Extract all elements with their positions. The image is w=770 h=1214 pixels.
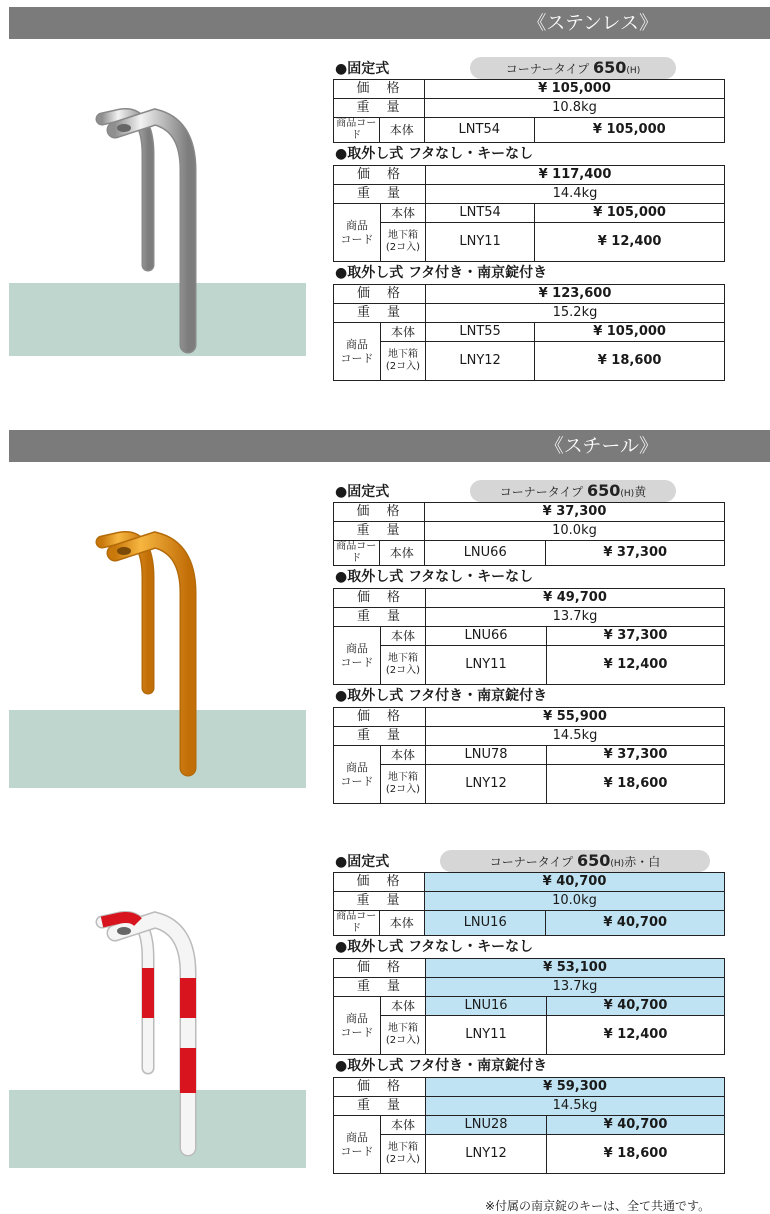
section-band-steel: 《スチール》: [9, 430, 770, 462]
corner-type-pill: コーナータイプ 650(H)黄: [470, 480, 676, 502]
fixed-title-row: [333, 848, 726, 872]
lid-type-label: ●取外し式 フタ付き・南京錠付き: [335, 1058, 548, 1074]
fixed-title-row: [333, 55, 726, 79]
fixed-type-label: ●固定式: [335, 61, 390, 77]
lid-spec-table: 価 格 ¥ 123,600 重 量 15.2kg 商品 コード 本体 LNT55 ¥ 105,000 地下箱 (2コ入) LNY12 ¥ 18,600: [333, 284, 725, 381]
product-steel-yellow-tables: [333, 478, 726, 804]
corner-type-pill: コーナータイプ 650(H)赤・白: [440, 850, 710, 872]
nolid-spec-table: 価 格 ¥ 53,100 重 量 13.7kg 商品 コード 本体 LNU16 ¥ 40,700 地下箱 (2コ入) LNY11 ¥ 12,400: [333, 958, 725, 1055]
nolid-spec-table: 価 格 ¥ 49,700 重 量 13.7kg 商品 コード 本体 LNU66 ¥ 37,300 地下箱 (2コ入) LNY11 ¥ 12,400: [333, 588, 725, 685]
bollard-steel-red-white-image: [80, 898, 220, 1158]
lid-spec-table: 価 格 ¥ 59,300 重 量 14.5kg 商品 コード 本体 LNU28 ¥ 40,700 地下箱 (2コ入) LNY12 ¥ 18,600: [333, 1077, 725, 1174]
nolid-type-label: ●取外し式 フタなし・キーなし: [335, 939, 534, 955]
product-steel-red-white-tables: [333, 848, 726, 1174]
corner-type-pill: コーナータイプ 650(H): [470, 57, 676, 79]
product-stainless-tables: [333, 55, 726, 381]
lid-type-label: ●取外し式 フタ付き・南京錠付き: [335, 265, 548, 281]
fixed-spec-table: 価 格 ¥ 40,700 重 量 10.0kg 商品コード 本体 LNU16 ¥ 40,700: [333, 872, 725, 936]
lid-spec-table: 価 格 ¥ 55,900 重 量 14.5kg 商品 コード 本体 LNU78 ¥ 37,300 地下箱 (2コ入) LNY12 ¥ 18,600: [333, 707, 725, 804]
footnote: ※付属の南京錠のキーは、全て共通です。: [485, 1199, 711, 1213]
nolid-spec-table: 価 格 ¥ 117,400 重 量 14.4kg 商品 コード 本体 LNT54 ¥ 105,000 地下箱 (2コ入) LNY11 ¥ 12,400: [333, 165, 725, 262]
fixed-type-label: ●固定式: [335, 854, 390, 870]
fixed-title-row: [333, 478, 726, 502]
fixed-type-label: ●固定式: [335, 484, 390, 500]
bollard-steel-yellow-image: [80, 518, 220, 778]
nolid-type-label: ●取外し式 フタなし・キーなし: [335, 146, 534, 162]
fixed-spec-table: 価 格 ¥ 105,000 重 量 10.8kg 商品コード 本体 LNT54 ¥ 105,000: [333, 79, 725, 143]
section-band-stainless: 《ステンレス》: [9, 7, 770, 39]
fixed-spec-table: 価 格 ¥ 37,300 重 量 10.0kg 商品コード 本体 LNU66 ¥ 37,300: [333, 502, 725, 566]
nolid-type-label: ●取外し式 フタなし・キーなし: [335, 569, 534, 585]
bollard-stainless-image: [80, 95, 220, 355]
lid-type-label: ●取外し式 フタ付き・南京錠付き: [335, 688, 548, 704]
